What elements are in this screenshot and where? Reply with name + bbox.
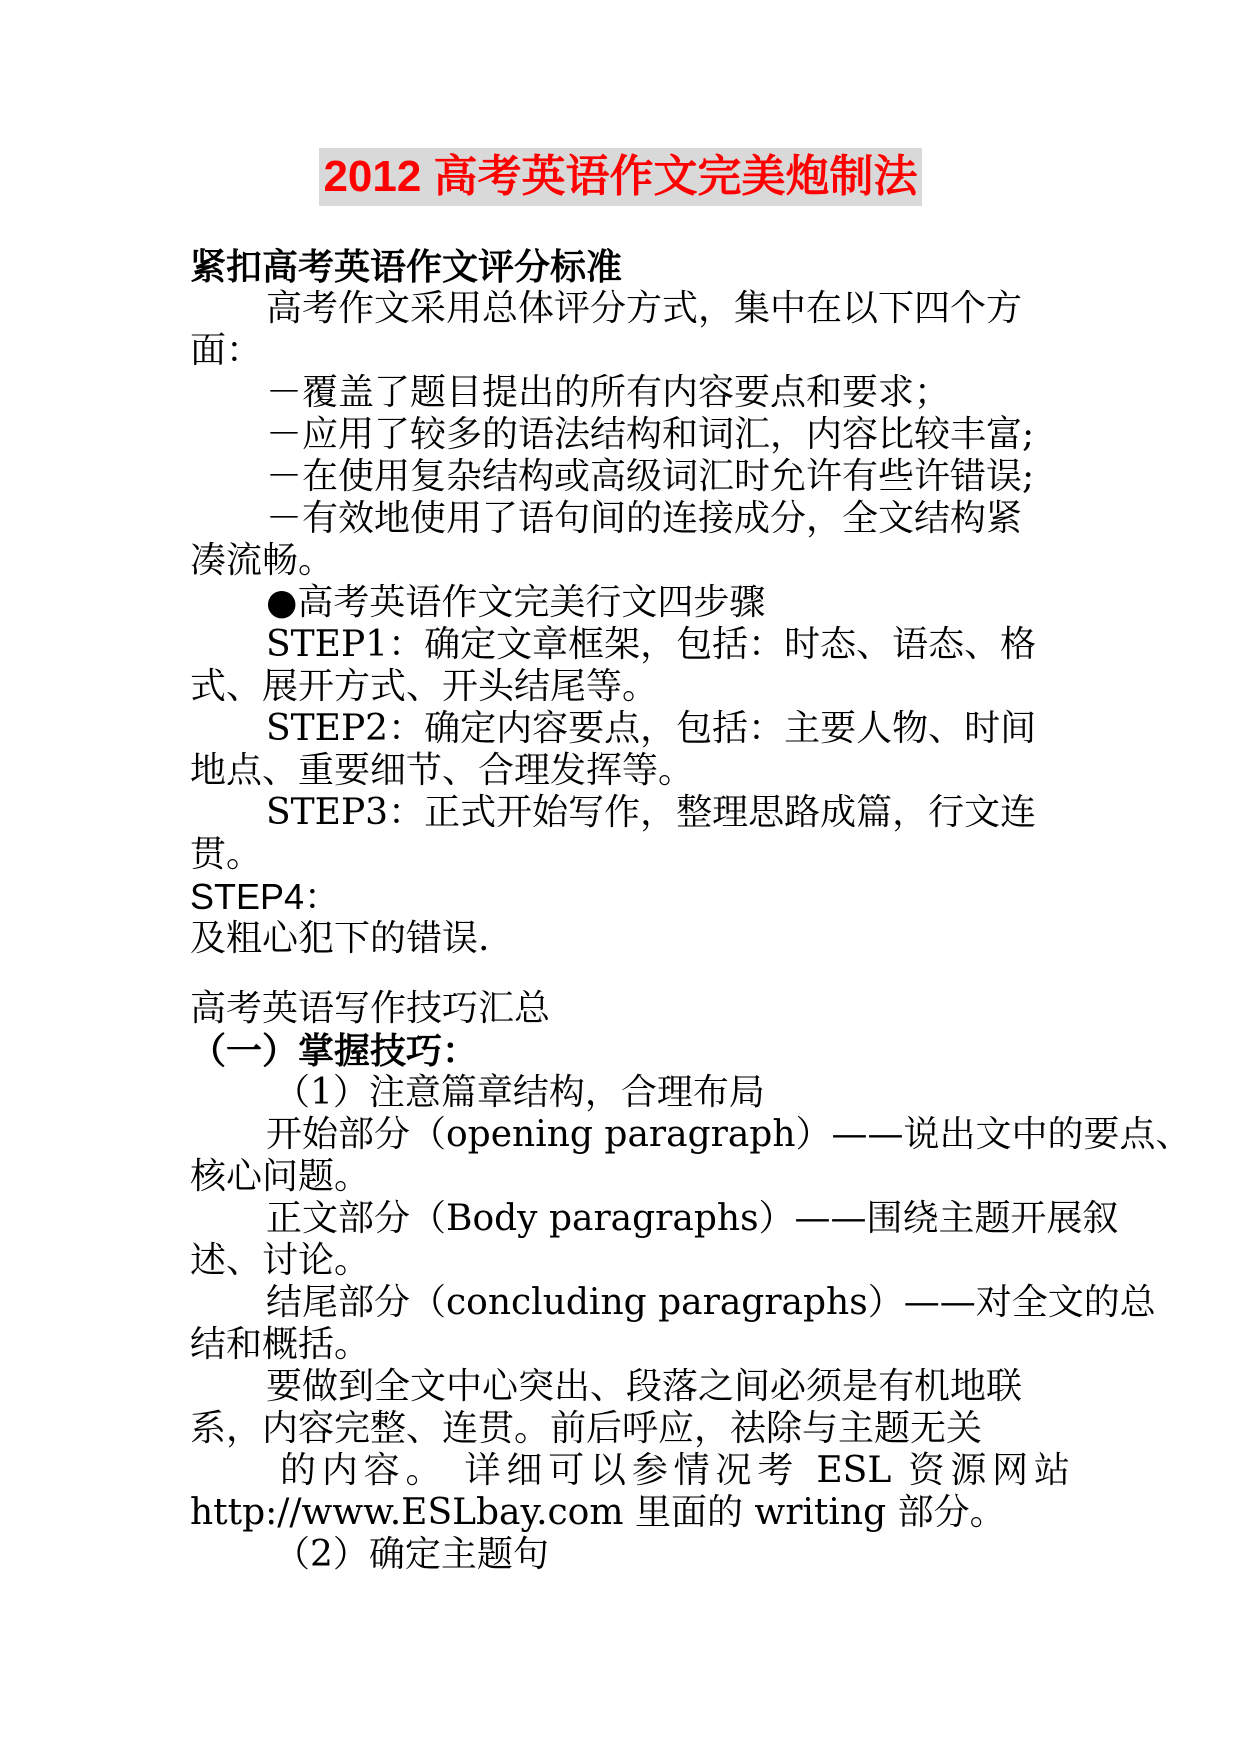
url-line: http://www.ESLbay.com 里面的 writing 部分。 xyxy=(190,1492,1006,1533)
criteria-item: －有效地使用了语句间的连接成分，全文结构紧 xyxy=(266,498,1023,539)
subsection-heading-techniques: （一）掌握技巧： xyxy=(190,1030,479,1072)
criteria-item: －应用了较多的语法结构和词汇，内容比较丰富; xyxy=(266,414,1035,455)
criteria-item: －在使用复杂结构或高级词汇时允许有些许错误; xyxy=(266,456,1035,497)
section-heading-scoring: 紧扣高考英语作文评分标准 xyxy=(190,246,623,288)
paragraph-line-justified: 的内容。 详细可以参情况考 ESL 资源网站 xyxy=(280,1450,1070,1491)
paragraph-line: 面： xyxy=(190,330,263,371)
paragraph-line: 核心问题。 xyxy=(190,1156,371,1197)
step-3-line: STEP3：正式开始写作，整理思路成篇，行文连 xyxy=(266,792,1037,833)
step-4-line: STEP4： xyxy=(190,876,341,917)
step-4-continued: 及粗心犯下的错误. xyxy=(190,918,490,959)
paragraph-line: 结尾部分（concluding paragraphs）——对全文的总 xyxy=(266,1282,1156,1323)
paragraph-line: 凑流畅。 xyxy=(190,540,335,581)
title-container xyxy=(0,148,1241,206)
document-body xyxy=(190,246,1192,1576)
paragraph-line: 结和概括。 xyxy=(190,1324,371,1365)
paragraph-line: 系，内容完整、连贯。前后呼应，祛除与主题无关 xyxy=(190,1408,983,1449)
paragraph-line: 要做到全文中心突出、段落之间必须是有机地联 xyxy=(266,1366,1023,1407)
spacer xyxy=(190,960,1070,988)
step-1-continued: 式、展开方式、开头结尾等。 xyxy=(190,666,659,707)
section-heading-tips: 高考英语写作技巧汇总 xyxy=(190,988,551,1029)
document-title: 2012 高考英语作文完美炮制法 xyxy=(319,148,921,206)
paragraph-line: 开始部分（opening paragraph）——说出文中的要点、 xyxy=(266,1114,1192,1155)
numbered-item-1: （1）注意篇章结构，合理布局 xyxy=(274,1072,765,1113)
paragraph-line: 正文部分（Body paragraphs）——围绕主题开展叙 xyxy=(266,1198,1119,1239)
paragraph-line: 高考作文采用总体评分方式，集中在以下四个方 xyxy=(266,288,1023,329)
numbered-item-2: （2）确定主题句 xyxy=(274,1534,549,1575)
paragraph-line: 述、讨论。 xyxy=(190,1240,371,1281)
step-3-continued: 贯。 xyxy=(190,834,263,875)
bullet-heading-steps: ●高考英语作文完美行文四步骤 xyxy=(266,582,766,623)
step-1-line: STEP1：确定文章框架，包括：时态、语态、格 xyxy=(266,624,1037,665)
step-2-line: STEP2：确定内容要点，包括：主要人物、时间 xyxy=(266,708,1037,749)
step-2-continued: 地点、重要细节、合理发挥等。 xyxy=(190,750,695,791)
criteria-item: －覆盖了题目提出的所有内容要点和要求； xyxy=(266,372,951,413)
